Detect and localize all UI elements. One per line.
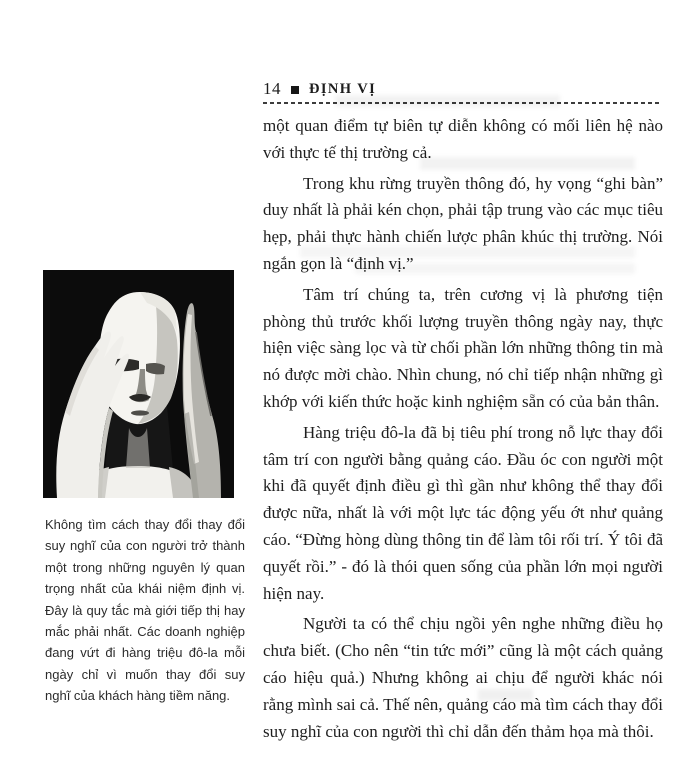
page-header xyxy=(263,79,663,99)
body-paragraph: Người ta có thể chịu ngồi yên nghe những điều họ chưa biết. (Cho nên “tin tức mới” cũng là một cách quảng cáo hiệu quả.) Nhưng không ai chịu để người khác nói rằng mình sai cả. Thế nên, quảng cáo mà tìm cách thay đổi suy nghĩ của con người thì chỉ dẫn đến thảm họa mà thôi. xyxy=(263,614,663,741)
body-paragraph: Hàng triệu đô-la đã bị tiêu phí trong nỗ lực thay đổi tâm trí con người bằng quảng cáo. Đầu óc con người một khi đã quyết định điều gì thì gần như không thể thay đổi được nữa, nhất là với một lực tác động yếu ớt như quảng cáo. “Đừng hòng dùng thông tin để làm tôi rối trí. Ý tôi đã quyết rồi.” - đó là thói quen sống của phần lớn mọi người hiện nay. xyxy=(263,422,663,603)
body-paragraph: một quan điểm tự biên tự diễn không có mối liên hệ nào với thực tế thị trường cả. xyxy=(263,116,663,162)
body-text-column xyxy=(263,113,663,749)
body-paragraph: Tâm trí chúng ta, trên cương vị là phương tiện phòng thủ trước khối lượng truyền thông ngày nay, thực hiện việc sàng lọc và từ chối phần lớn những thông tin mà nó được mời chào. Nhìn chung, nó chỉ tiếp nhận những gì khớp với kiến thức hoặc kinh nghiệm sẵn có của bản thân. xyxy=(263,284,663,411)
header-dashed-rule xyxy=(263,102,662,104)
chapter-title: ĐỊNH VỊ xyxy=(309,80,377,97)
statue-photo xyxy=(43,270,234,498)
statue-covering-ears-image xyxy=(43,270,234,498)
photo-caption: Không tìm cách thay đổi thay đổi suy nghĩ của con người trở thành một trong những nguyên lý quan trọng nhất của khái niệm định vị. Đây là quy tắc mà giới tiếp thị hay mắc phải nhất. Các doanh nghiệp đang vứt đi hàng triệu đô-la mỗi ngày chỉ vì muốn thay đổi suy nghĩ của khách hàng tiềm năng. xyxy=(45,517,245,704)
body-paragraph: Trong khu rừng truyền thông đó, hy vọng “ghi bàn” duy nhất là phải kén chọn, phải tập trung vào các mục tiêu hẹp, phải thực hành chiến lược phân khúc thị trường. Nói ngắn gọn là “định vị.” xyxy=(263,173,663,273)
page-number: 14 xyxy=(263,79,281,98)
square-bullet-icon xyxy=(291,86,299,94)
